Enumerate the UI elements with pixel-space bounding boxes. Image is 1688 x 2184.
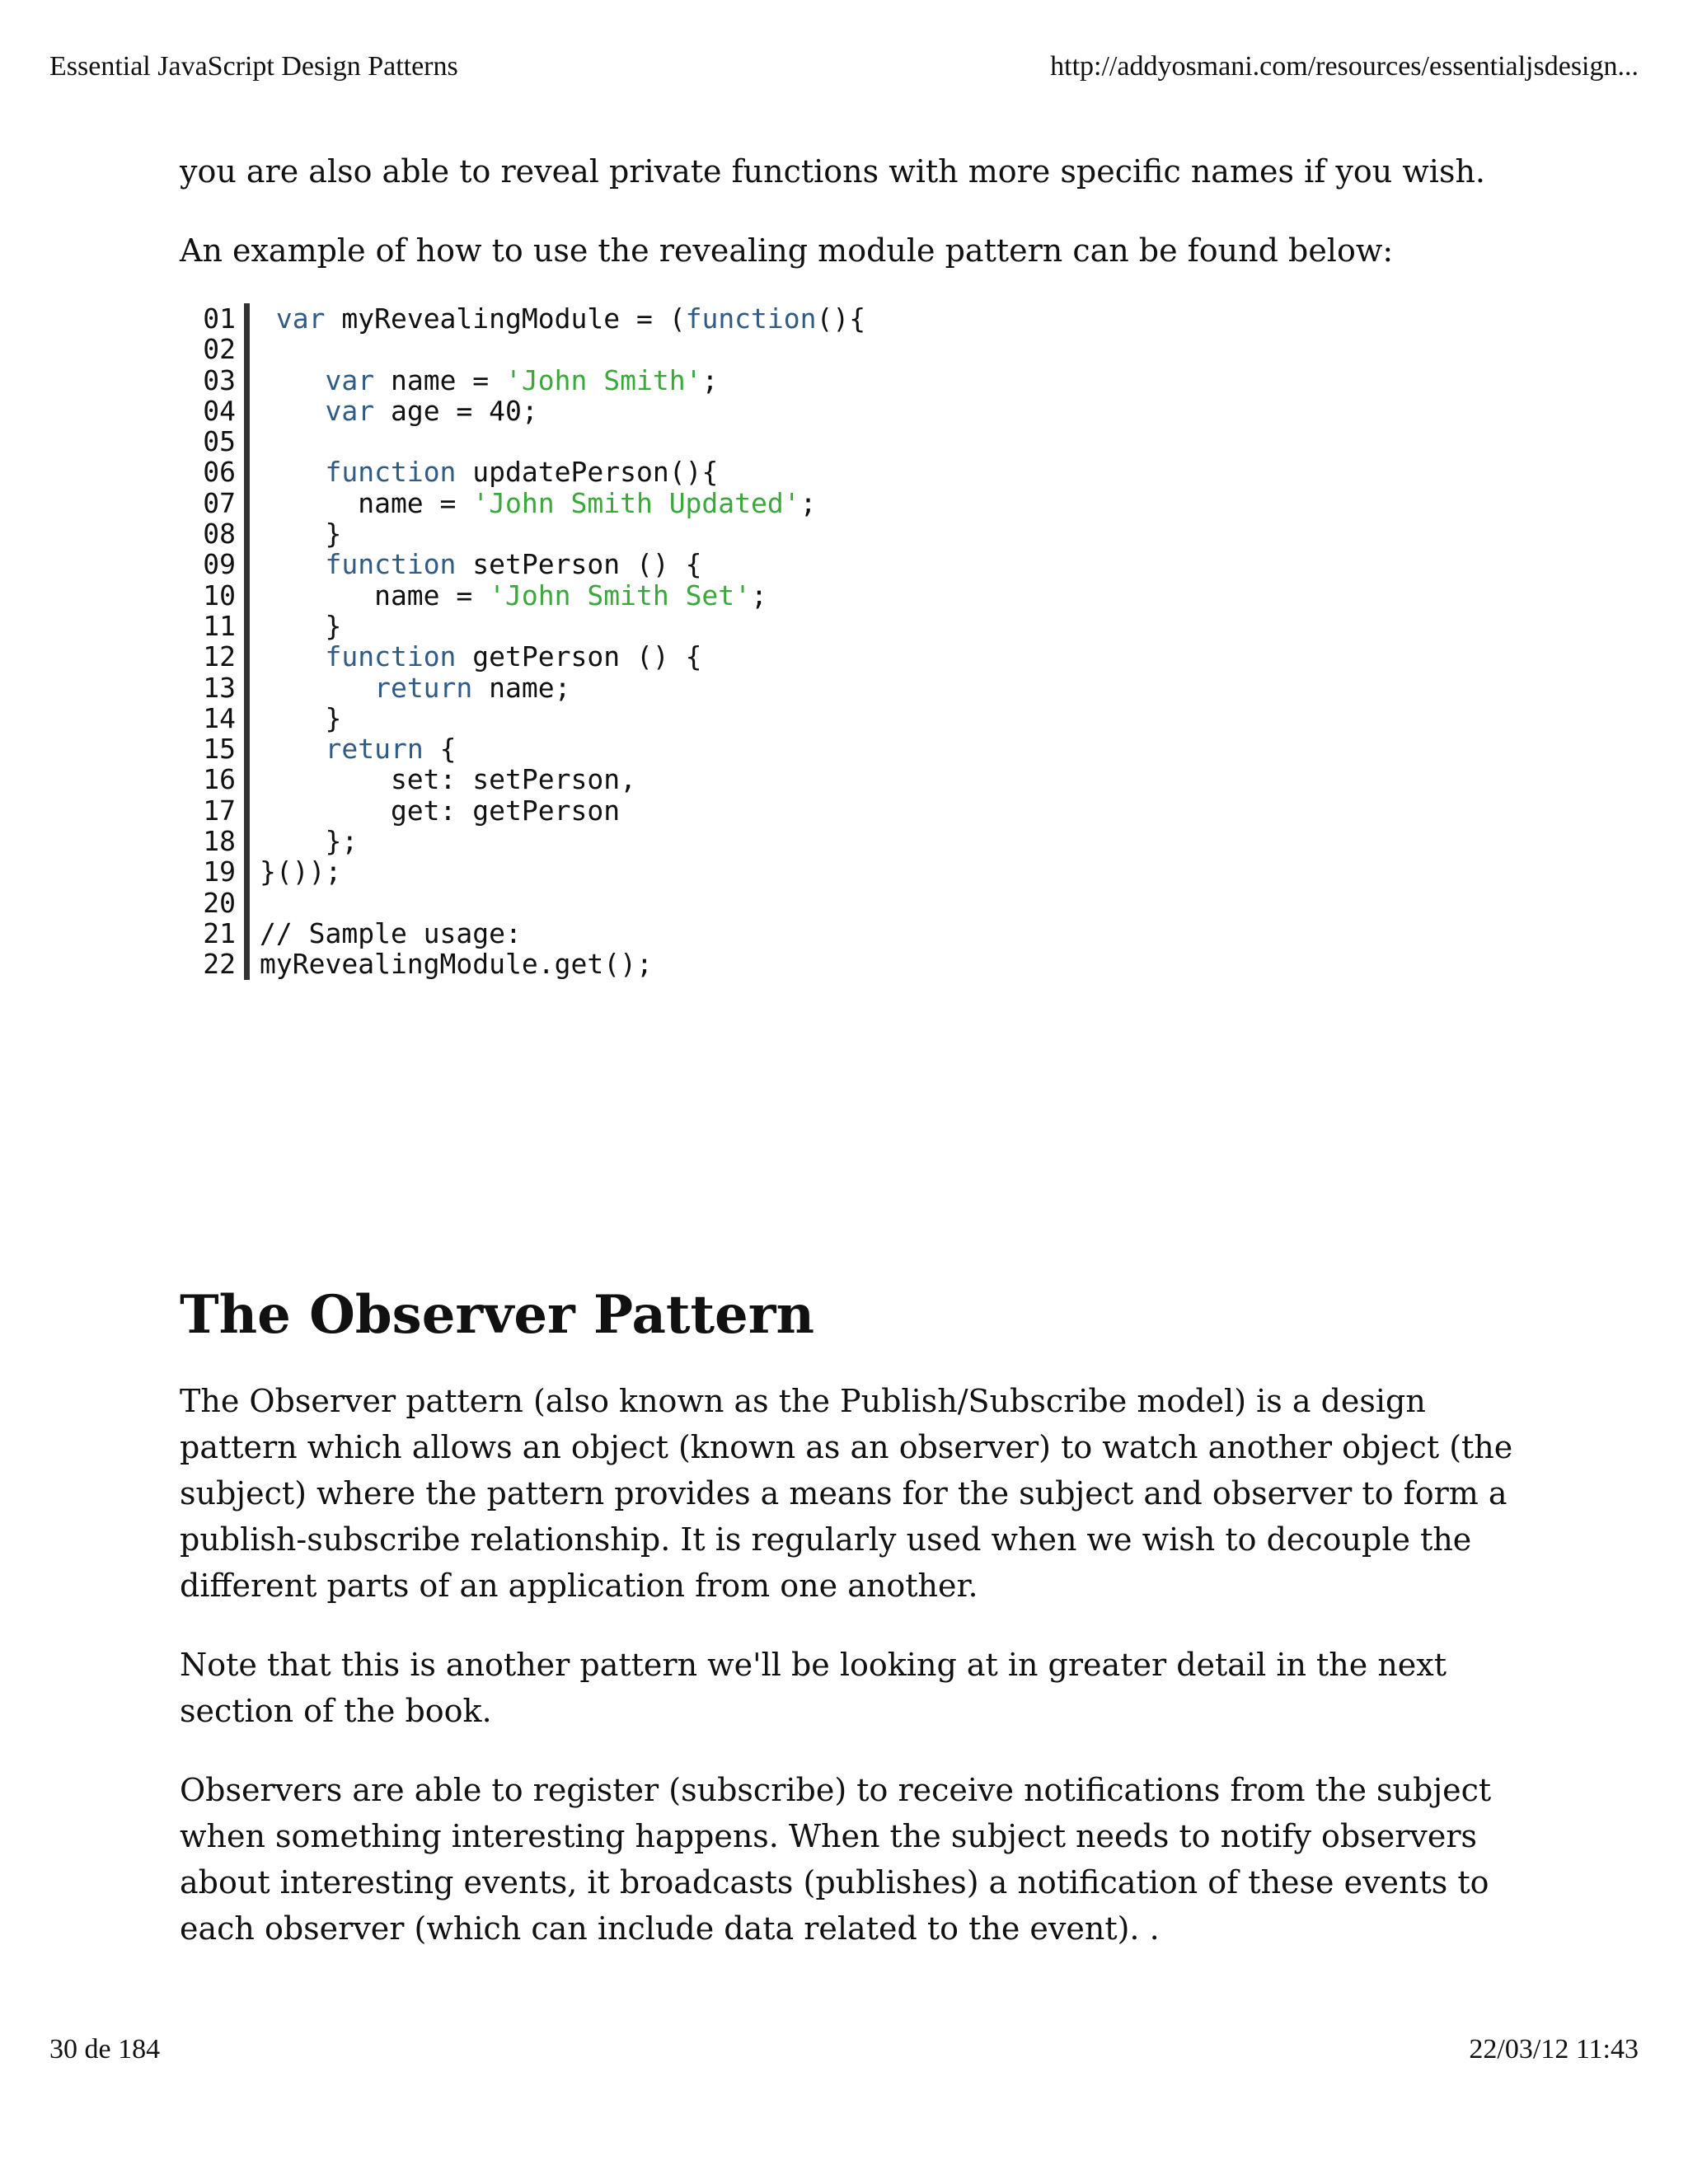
code-line	[260, 611, 865, 641]
code-string: 'John Smith'	[505, 363, 702, 396]
code-text: myRevealingModule.get();	[260, 948, 653, 981]
code-text	[260, 364, 325, 396]
code-text: name =	[260, 579, 490, 612]
code-text: myRevealingModule = (	[325, 302, 686, 335]
code-keyword: var	[325, 394, 375, 427]
line-number: 13	[203, 671, 236, 704]
code-text: get: getPerson	[260, 794, 621, 827]
line-number: 12	[203, 640, 236, 673]
code-text: // Sample usage:	[260, 916, 522, 949]
code-keyword: var	[275, 302, 326, 335]
code-line	[260, 365, 865, 396]
code-text: ;	[701, 363, 719, 396]
code-line	[260, 673, 865, 703]
code-text: }	[260, 609, 342, 642]
code-keyword: function	[325, 456, 457, 489]
section-heading: The Observer Pattern	[180, 1284, 814, 1346]
line-number: 08	[203, 518, 236, 551]
code-line	[260, 918, 865, 949]
code-text	[260, 548, 325, 580]
line-number: 22	[203, 948, 236, 981]
page-header-title: Essential JavaScript Design Patterns	[49, 51, 458, 82]
code-line	[260, 426, 865, 457]
page-header-url: http://addyosmani.com/resources/essentialjsdesign...	[1050, 51, 1639, 82]
line-number: 05	[203, 425, 236, 458]
code-text	[260, 456, 325, 488]
section-paragraph-3: Observers are able to register (subscribe) to receive notifications from the subject when something interesting happens. When the subject needs to notify observers about interesting events, it broadcasts (publishes) a notification of these events to each observer (which can include data related to the event). .	[180, 1772, 1492, 1947]
page-number: 30 de 184	[49, 2034, 161, 2064]
code-line	[260, 518, 865, 549]
code-line	[260, 733, 865, 764]
code-lines	[250, 303, 865, 980]
code-line	[260, 488, 865, 518]
code-text: }());	[260, 855, 342, 888]
code-block	[191, 303, 1531, 980]
intro-paragraph: you are also able to reveal private functions with more specific names if you wish.	[180, 153, 1485, 190]
code-text: getPerson () {	[456, 640, 702, 673]
code-text	[260, 640, 325, 673]
line-number: 10	[203, 579, 236, 612]
code-text: setPerson () {	[456, 548, 702, 581]
line-number: 16	[203, 763, 236, 796]
code-text: (){	[816, 302, 866, 335]
code-line	[260, 334, 865, 364]
line-number: 07	[203, 486, 236, 519]
code-keyword: function	[685, 302, 817, 335]
code-keyword: return	[374, 671, 473, 704]
code-text: };	[260, 825, 359, 858]
code-text: ;	[799, 486, 817, 519]
code-keyword: var	[325, 363, 375, 396]
line-number: 02	[203, 333, 236, 366]
code-keyword: function	[325, 548, 457, 581]
line-number: 11	[203, 609, 236, 642]
line-number: 15	[203, 733, 236, 766]
code-string: 'John Smith Set'	[489, 579, 752, 612]
line-number: 06	[203, 456, 236, 489]
code-line	[260, 949, 865, 979]
code-line	[260, 641, 865, 672]
code-text: set: setPerson,	[260, 763, 636, 796]
line-number: 21	[203, 916, 236, 949]
code-line	[260, 795, 865, 826]
line-number: 03	[203, 363, 236, 396]
code-line	[260, 764, 865, 794]
line-number: 04	[203, 394, 236, 427]
code-text: ;	[751, 579, 767, 612]
code-line	[260, 826, 865, 856]
section-body	[180, 1378, 1548, 1985]
code-line	[260, 549, 865, 579]
code-text: age = 40;	[374, 394, 538, 427]
section-paragraph-1: The Observer pattern (also known as the Publish/Subscribe model) is a design pattern which allows an object (known as an observer) to watch another object (the subject) where the pattern provides a means for the subject and observer to form a publish-subscribe relationship. It is regularly used when we wish to decouple the different parts of an application from one another.	[180, 1383, 1513, 1604]
code-text: name;	[472, 671, 571, 704]
line-number: 01	[203, 302, 236, 335]
code-text: name =	[374, 363, 506, 396]
code-text	[260, 733, 325, 765]
example-paragraph: An example of how to use the revealing module pattern can be found below:	[180, 232, 1394, 269]
line-number-gutter	[191, 303, 250, 980]
code-line	[260, 856, 865, 887]
line-number: 14	[203, 701, 236, 734]
code-text: name =	[260, 486, 473, 519]
code-text: }	[260, 701, 342, 734]
line-number: 09	[203, 548, 236, 581]
code-line	[260, 457, 865, 487]
code-line	[260, 396, 865, 426]
line-number: 18	[203, 825, 236, 858]
code-text	[260, 302, 276, 335]
line-number: 17	[203, 794, 236, 827]
code-line	[260, 888, 865, 918]
main-content	[180, 148, 1531, 980]
code-line	[260, 703, 865, 733]
line-number: 19	[203, 855, 236, 888]
code-line	[260, 303, 865, 334]
code-text: {	[423, 733, 457, 766]
code-keyword: return	[325, 733, 424, 766]
line-number: 20	[203, 886, 236, 919]
section-paragraph-2: Note that this is another pattern we'll be looking at in greater detail in the next section of the book.	[180, 1647, 1447, 1729]
code-text	[260, 395, 325, 427]
code-text	[260, 672, 374, 704]
code-keyword: function	[325, 640, 457, 673]
print-datetime: 22/03/12 11:43	[1469, 2034, 1639, 2064]
code-text: }	[260, 518, 342, 551]
code-string: 'John Smith Updated'	[472, 486, 800, 519]
code-line	[260, 580, 865, 611]
code-text: updatePerson(){	[456, 456, 719, 489]
